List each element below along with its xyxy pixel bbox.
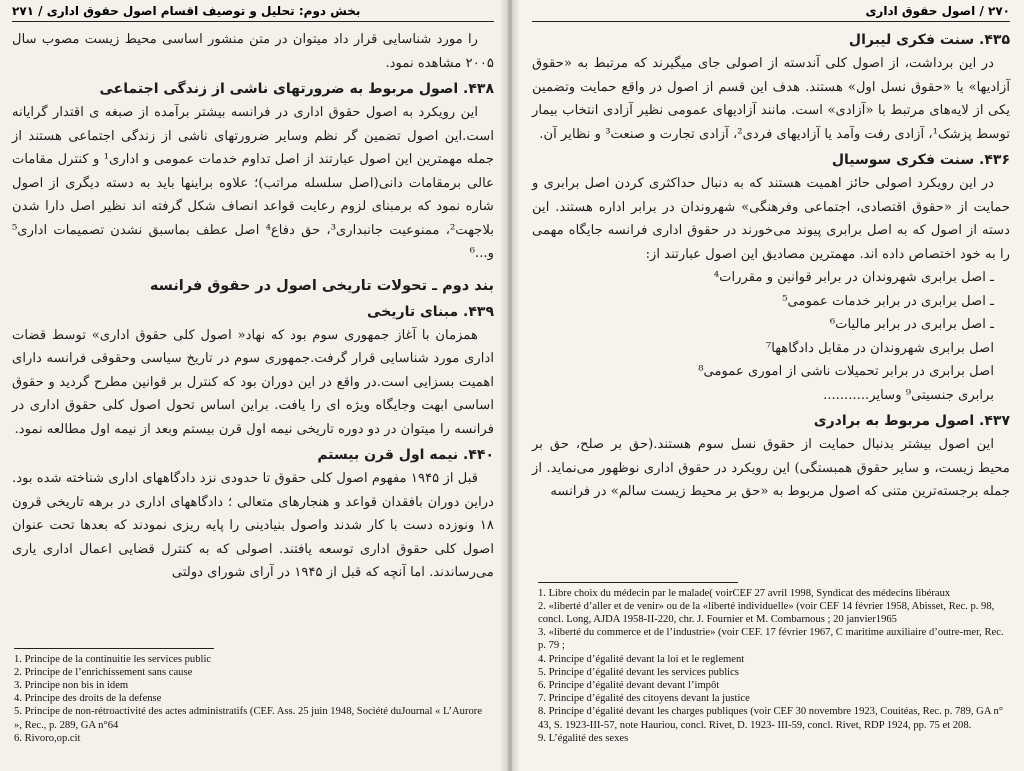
list-item: ـ اصل برابری شهروندان در برابر قوانین و مقررات⁴ <box>713 270 994 285</box>
footnote: 6. Principe d’égalité devant devant l’impôt <box>538 679 720 691</box>
body-paragraph: این اصول بیشتر بدنبال حمایت از حقوق نسل سوم هستند.(حق بر صلح، حق بر محیط زیست، و سایر حقوق همبستگی) این رویکرد در حقوق اداری نوظهور می‌نماید. از جمله برجسته‌ترین متنی که اصول مربوط به «حق بر محیط زیست سالم» در فرانسه <box>532 437 1010 499</box>
footnote-rule <box>538 582 738 583</box>
footnote: 3. Principe non bis in idem <box>14 679 129 691</box>
right-running-header: ۲۷۰ / اصول حقوق اداری <box>532 4 1010 22</box>
right-page-body <box>532 28 1010 504</box>
footnote: 2. «liberté d’aller et de venir» ou de la «liberté individuelle» (voir CEF 14 février 1958, Abisset, Rec. p. 98, concl. Long, AJDA 1958-II-220, chr. J. Fournier et M. Combarnous ; 20 janvier1965 <box>538 600 995 625</box>
list-item: ـ اصل برابری در برابر خدمات عمومی⁵ <box>782 293 994 309</box>
list-item: برابری جنسیتی⁹ وسایر........... <box>823 387 994 403</box>
footnote: 6. Rivoro,op.cit <box>14 732 81 744</box>
list-item: اصل برابری شهروندان در مقابل دادگاهها⁷ <box>765 340 994 356</box>
part-heading: بند دوم ـ تحولات تاریخی اصول در حقوق فرانسه <box>149 277 494 294</box>
list-item: ـ اصل برابری در برابر مالیات⁶ <box>829 317 994 332</box>
footnote: 5. Principe d’égalité devant les services publics <box>538 666 739 678</box>
section-heading: ۴۳۵. سنت فکری لیبرال <box>848 32 1010 48</box>
footnote: 4. Principe d’égalité devant la loi et le reglement <box>538 653 745 665</box>
section-heading: ۴۳۷. اصول مربوط به برادری <box>813 413 1010 429</box>
left-running-header: بخش دوم: تحلیل و توصیف اقسام اصول حقوق اداری / ۲۷۱ <box>12 4 494 22</box>
footnote: 5. Principe de non-rétroactivité des actes administratifs (CEF. Ass. 25 juin 1948, Société duJournal « L’Aurore », Rec., p. 289, GA n°64 <box>14 706 483 731</box>
section-heading: ۴۳۸. اصول مربوط به ضرورتهای ناشی از زندگی اجتماعی <box>99 81 494 97</box>
right-footnote-list <box>538 587 1010 745</box>
left-footnote-list <box>14 653 490 745</box>
right-footnotes <box>538 582 1010 745</box>
right-page <box>512 0 1024 771</box>
footnote: 4. Principe des droits de la defense <box>14 693 162 705</box>
section-heading: ۴۴۰. نیمه اول قرن بیستم <box>317 447 494 463</box>
left-page-body <box>12 28 494 585</box>
left-footnotes <box>14 648 490 745</box>
body-paragraph: در این رویکرد اصولی حائز اهمیت هستند که به دنبال حداکثری کردن اصل برابری و حمایت از «حقوق اقتصادی، اجتماعی وفرهنگی» شهروندان در برابر اداره هستند. این دسته از اصول که به اصل برابری پیوند می‌خورند در حقوق اداری فرانسه جایگاه مهمی را به خود اختصاص داده اند. مهمترین مصادیق این اصول عبارتند از: <box>532 176 1010 262</box>
list-item: اصل برابری در برابر تحمیلات ناشی از اموری عمومی⁸ <box>698 364 994 379</box>
section-heading: ۴۳۹. مبنای تاریخی <box>367 303 494 320</box>
footnote: 1. Principe de la continuitie les services public <box>14 653 212 665</box>
footnote: 8. Principe d’égalité devant les charges publiques (voir CEF 30 novembre 1923, Couitéas, Rec. p. 789, GA n° 43, S. 1923-III-57, note Hauriou, concl. Rivet, D. 1923- III-59, concl. Rivet, RDP 1924, pp. 75 et 208. <box>538 706 1004 731</box>
footnote: 1. Libre choix du médecin par le malade( voirCEF 27 avril 1998, Syndicat des médecins libéraux <box>538 587 951 599</box>
section-heading: ۴۳۶. سنت فکری سوسیال <box>831 152 1010 168</box>
left-page <box>0 0 508 771</box>
footnote: 7. Principe d’égalité des citoyens devant la justice <box>538 693 750 705</box>
footnote: 3. «liberté du commerce et de l’industrie» (voir CEF. 17 février 1967, C maritime auxiliaire d’outre-mer, Rec. p. 79 ; <box>538 627 1004 652</box>
body-paragraph: را مورد شناسایی قرار داد میتوان در متن منشور اساسی محیط زیست مصوب سال ۲۰۰۵ مشاهده نمود. <box>12 32 494 71</box>
footnote-rule <box>14 648 214 649</box>
body-paragraph: همزمان با آغاز جمهوری سوم بود که نهاد« اصول کلی حقوق اداری» توسط قضات اداری مورد شناسایی قرار گرفت.جمهوری سوم در تاریخ سیاسی وحقوقی فرانسه دارای اهمیت بسزایی است.در واقع در این دوران بود که کنترل بر قوانین مطرح گردید و حقوق اساسی ابهت وجایگاه ویژه ای را یافت. براین اساس تحول اصول کلی حقوق اداری در فرانسه را میتوان در دو دوره تاریخی نیمه اول قرن بیستم وبعد از نیمه اول مطالعه نمود. <box>12 327 494 437</box>
book-gutter <box>500 0 520 771</box>
body-paragraph: این رویکرد به اصول حقوق اداری در فرانسه بیشتر برآمده از صبغه ی اقتدار گرایانه است.این اصول تضمین گر نظم وسایر ضرورتهای ناشی از زندگی اجتماعی هستند از جمله مهمترین این اصول عبارتند از اصل تداوم خدمات عمومی و اداری¹ و کنترل مقامات عالی برمقامات دانی(اصل سلسله مراتب)؛ علاوه براینها باید به دسته دیگری از اصول شاره نمود که برمبنای لزوم رعایت قواعد انصاف شکل گرفته اند نظیر اصل دارا شدن بلاجهت²، ممنوعیت جانبداری³، حق دفاع⁴ اصل عطف بماسبق نشدن تصمیمات اداری⁵ و...⁶ <box>12 105 494 261</box>
body-paragraph: قبل از ۱۹۴۵ مفهوم اصول کلی حقوق تا حدودی نزد دادگاههای اداری شناخته شده بود. دراین دوران بافقدان قواعد و هنجارهای متعالی ؛ دادگاههای اداری در برهه تاریخی قرون ۱۸ ونوزده دست با کار شدند واصول بنیادینی را پایه ریزی نمودند که بعدها تحت عنوان اصول کلی حقوق اداری توسعه یافتند. اصولی که به کنترل قضایی اعمال اداری یاری می‌رساندند. اما آنچه که قبل از ۱۹۴۵ در آرای شورای دولتی <box>12 471 494 580</box>
footnote: 2. Principe de l’enrichissement sans cause <box>14 666 193 678</box>
body-paragraph: در این برداشت، از اصول کلی آندسته از اصولی جای میگیرند که مرتبط به «حقوق آزادیها» یا «حقوق نسل اول» هستند. هدف این قسم از اصول در واقع حمایت وتضمین یکی از لایه‌های مرتبط با «آزادی» است. مانند آزادیهای عمومی نظیر آزادی انتخاب بیمار توسط پزشک¹، آزادی رفت وآمد یا آزادیهای فردی²، آزادی تجارت و صنعت³ و نظایر آن. <box>532 56 1010 142</box>
footnote: 9. L’égalité des sexes <box>538 732 629 744</box>
